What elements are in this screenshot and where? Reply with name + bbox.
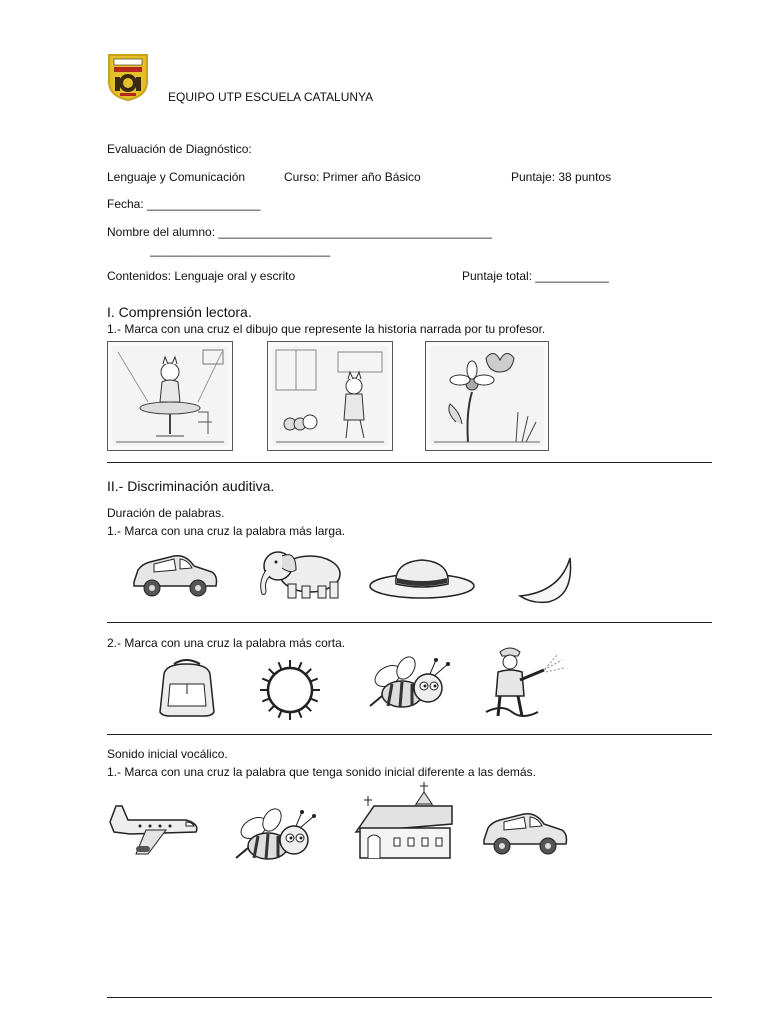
sun-ray xyxy=(299,711,302,717)
sun-ray xyxy=(269,706,274,711)
score: Puntaje: 38 puntos xyxy=(511,170,612,184)
section3-q1: 1.- Marca con una cruz la palabra que tenga sonido inicial diferente a las demás. xyxy=(107,765,536,779)
car-icon[interactable] xyxy=(128,548,220,602)
eval-title: Evaluación de Diagnóstico: xyxy=(107,142,252,156)
section2-q1: 1.- Marca con una cruz la palabra más larga. xyxy=(107,524,346,538)
backpack-icon[interactable] xyxy=(152,654,222,720)
cat-at-cafe-table-icon[interactable] xyxy=(107,341,233,451)
school-logo xyxy=(106,52,150,102)
cat-with-caterpillar-icon[interactable] xyxy=(267,341,393,451)
student-name-field[interactable]: Nombre del alumno: _________________________________________ xyxy=(107,225,493,239)
sun-ray xyxy=(311,699,317,702)
date-field[interactable]: Fecha: _________________ xyxy=(107,197,261,211)
sun-ray xyxy=(269,669,274,674)
subject: Lenguaje y Comunicación xyxy=(107,170,246,184)
course: Curso: Primer año Básico xyxy=(284,170,421,184)
airplane-icon[interactable] xyxy=(106,800,202,860)
butterfly-on-flower-icon[interactable] xyxy=(425,341,549,451)
sun-ray xyxy=(262,679,268,682)
student-name-line2[interactable]: ___________________________ xyxy=(150,243,331,257)
sun-ray xyxy=(279,662,282,668)
church-icon[interactable] xyxy=(354,780,456,862)
org-name: EQUIPO UTP ESCUELA CATALUNYA xyxy=(168,90,374,104)
sun-ray xyxy=(311,679,317,682)
firefighter-icon[interactable] xyxy=(482,642,566,724)
bee-icon-2[interactable] xyxy=(232,806,326,868)
sun-ray xyxy=(306,669,311,674)
sun-ray xyxy=(279,711,282,717)
section2-subtitle: Duración de palabras. xyxy=(107,506,225,520)
section3-subtitle: Sonido inicial vocálico. xyxy=(107,747,228,761)
car-icon-2[interactable] xyxy=(478,806,570,860)
total-score-field[interactable]: Puntaje total: ___________ xyxy=(462,269,609,283)
sun-ray xyxy=(306,706,311,711)
bee-icon[interactable] xyxy=(366,654,460,716)
sun-ray xyxy=(299,662,302,668)
elephant-icon[interactable] xyxy=(252,544,348,602)
moon-icon[interactable] xyxy=(512,552,576,606)
hat-icon[interactable] xyxy=(366,552,478,604)
sun-ray xyxy=(262,699,268,702)
section1-title: I. Comprensión lectora. xyxy=(107,304,252,320)
section2-q2: 2.- Marca con una cruz la palabra más corta. xyxy=(107,636,346,650)
section2-title: II.- Discriminación auditiva. xyxy=(107,478,275,494)
sun-icon[interactable] xyxy=(256,658,324,722)
section1-instruction: 1.- Marca con una cruz el dibujo que represente la historia narrada por tu profesor. xyxy=(107,322,546,336)
contents: Contenidos: Lenguaje oral y escrito xyxy=(107,269,296,283)
